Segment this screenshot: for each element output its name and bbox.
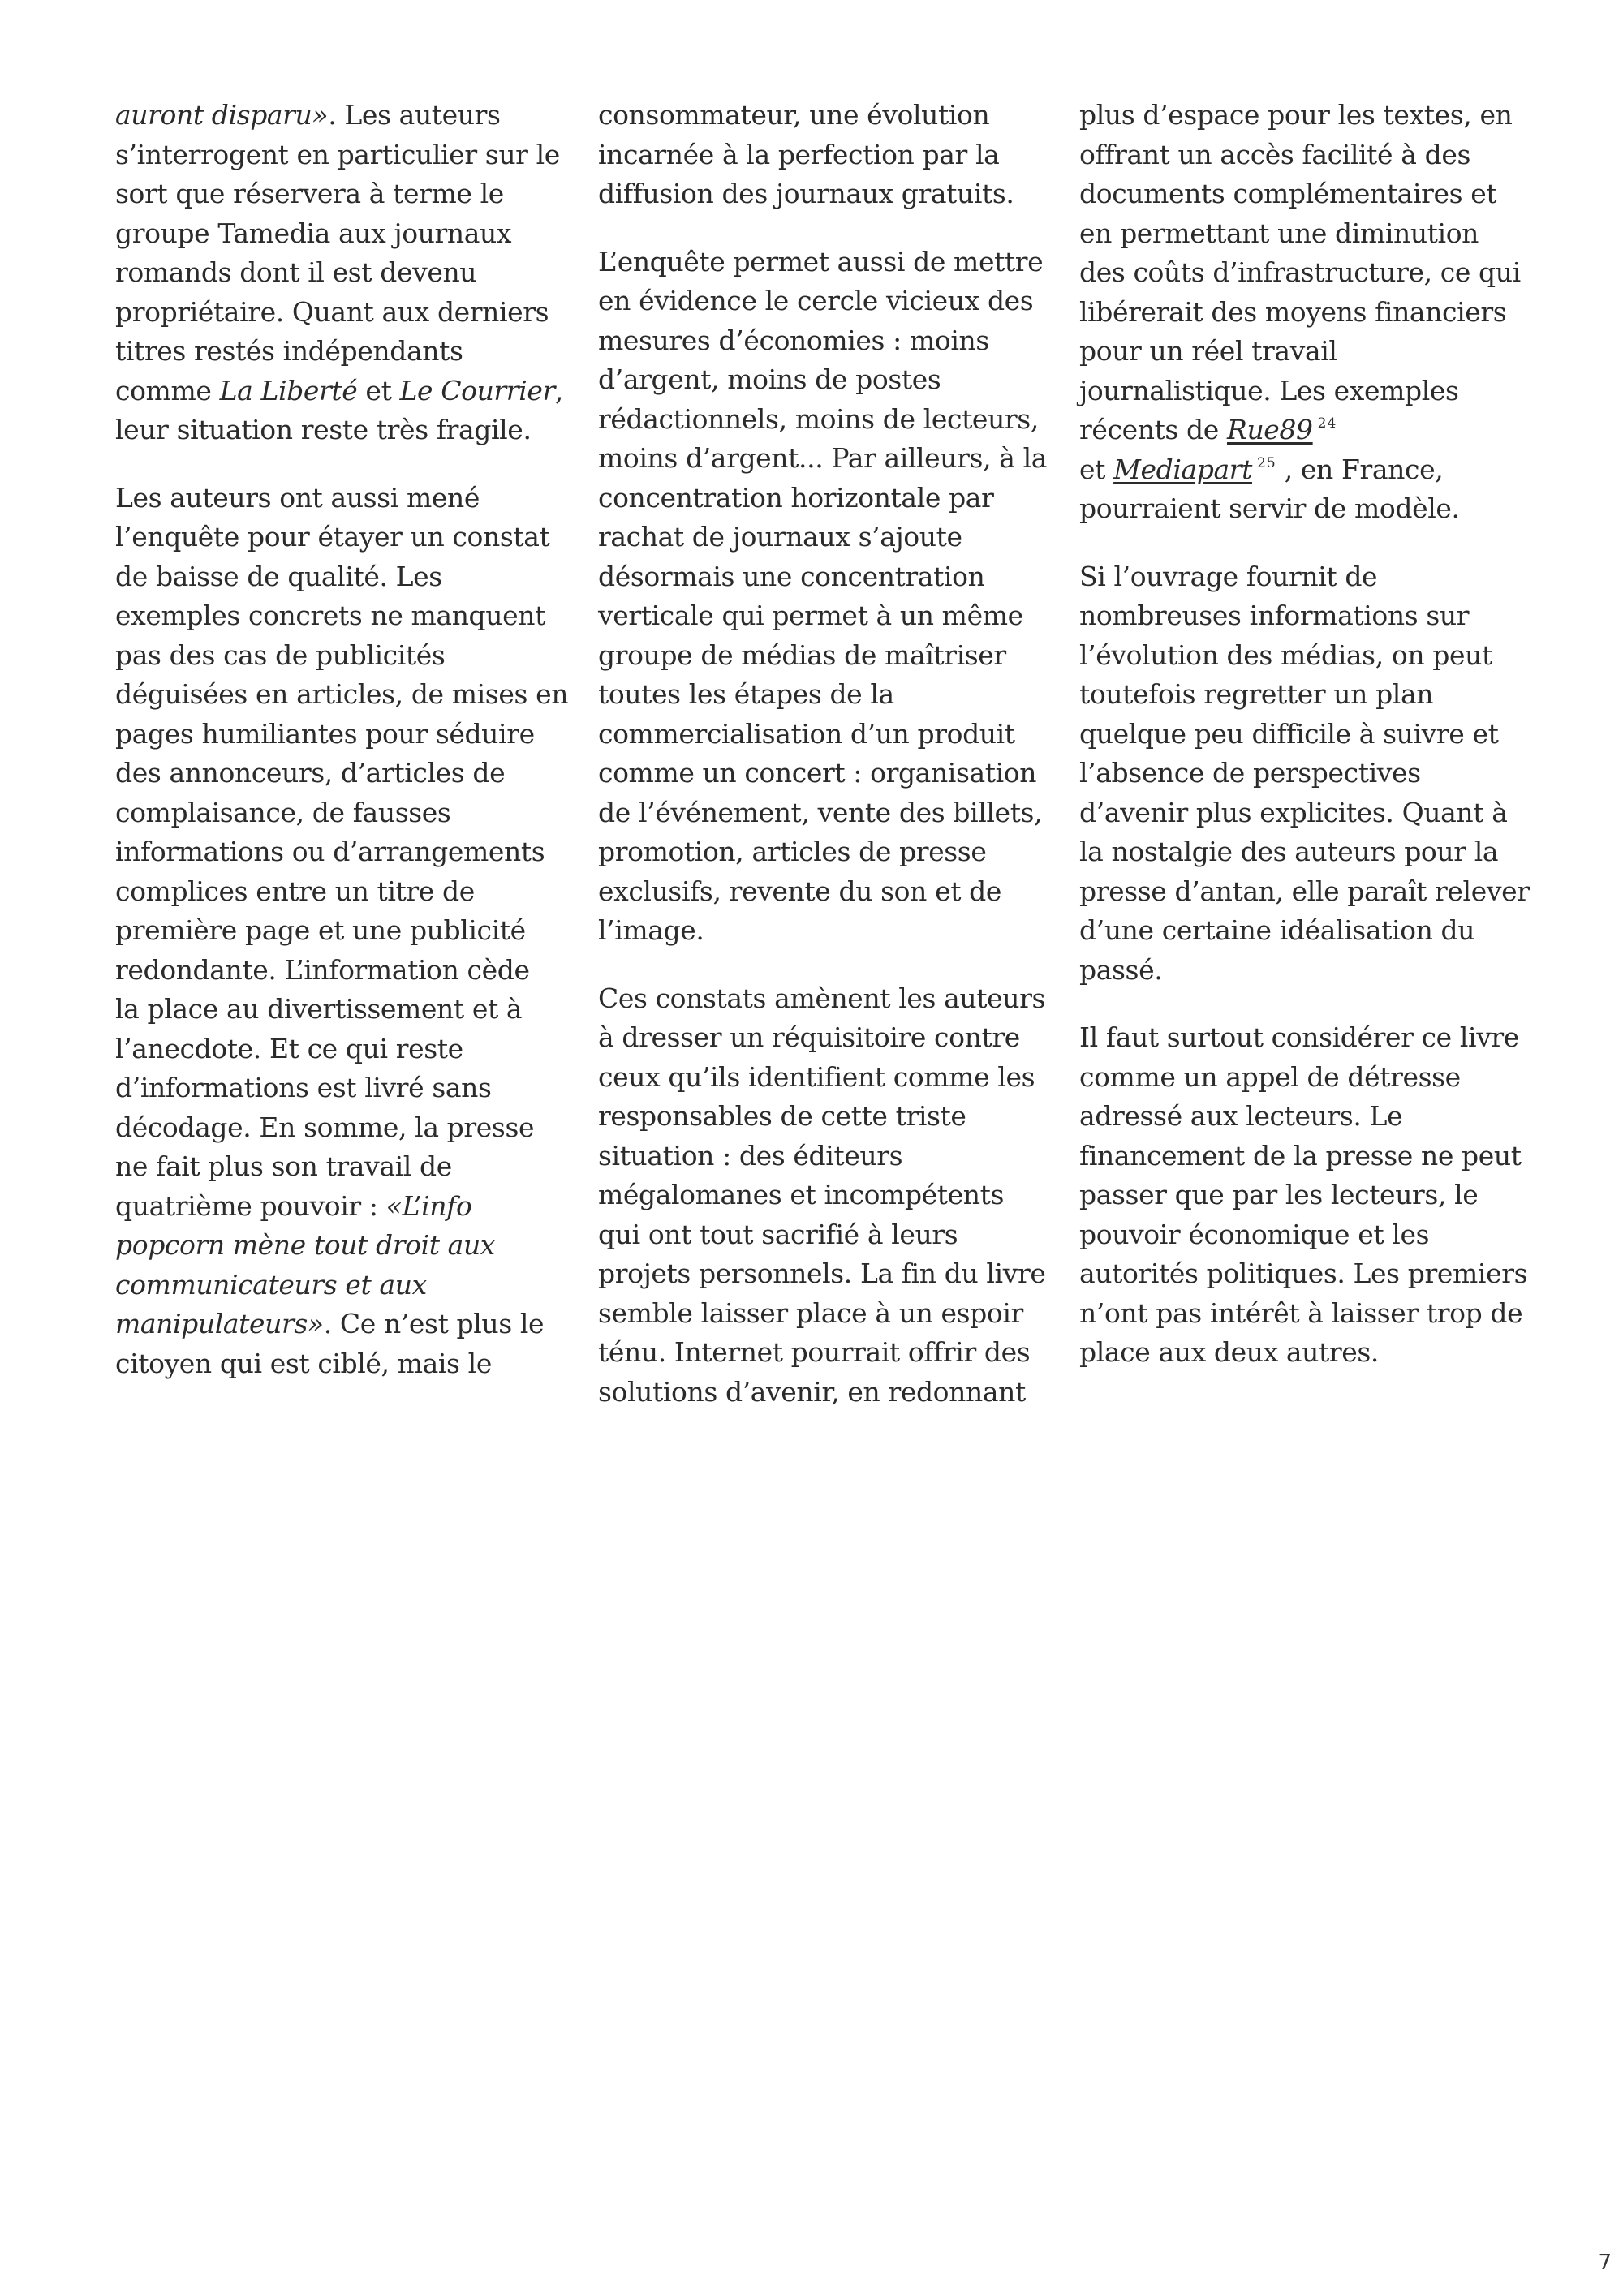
paragraph xyxy=(598,979,1044,1412)
text-line xyxy=(1079,1018,1526,1058)
text-run: de baisse de qualité. Les xyxy=(115,560,442,592)
text-line xyxy=(1079,715,1526,755)
footnote-reference-link[interactable]: Rue89 xyxy=(1227,414,1313,445)
text-line xyxy=(115,1030,570,1069)
text-run: promotion, articles de presse xyxy=(598,836,987,867)
text-column-3 xyxy=(1079,96,1530,1401)
text-line xyxy=(598,793,1044,833)
text-run: Ces constats amènent les auteurs xyxy=(598,982,1046,1014)
text-run: projets personnels. La fin du livre xyxy=(598,1258,1046,1289)
text-run: responsables de cette triste xyxy=(598,1100,966,1132)
text-run: quatrième pouvoir : xyxy=(115,1189,386,1222)
text-line xyxy=(598,754,1044,793)
text-line xyxy=(115,832,570,872)
text-line xyxy=(115,332,570,372)
text-line xyxy=(1079,1215,1526,1255)
paragraph xyxy=(115,96,570,450)
text-run: pas des cas de publicités xyxy=(115,638,446,671)
text-line xyxy=(598,479,1044,518)
text-run: quelque peu difficile à suivre et xyxy=(1079,717,1499,750)
text-line xyxy=(598,1215,1044,1255)
text-run: verticale qui permet à un même xyxy=(598,600,1023,631)
text-run: pouvoir économique et les xyxy=(1079,1218,1430,1250)
text-run: Il faut surtout considérer ce livre xyxy=(1079,1021,1519,1053)
text-line xyxy=(115,1266,570,1305)
text-run: l’enquête pour étayer un constat xyxy=(115,521,550,553)
text-run: ceux qu’ils identifient comme les xyxy=(598,1060,1035,1093)
text-line xyxy=(1079,372,1526,411)
text-line xyxy=(598,1176,1044,1215)
text-run: ne fait plus son travail de xyxy=(115,1150,452,1182)
text-line xyxy=(1079,1176,1526,1215)
text-line xyxy=(1079,872,1530,912)
text-run: financement de la presse ne peut xyxy=(1079,1139,1522,1172)
text-line xyxy=(598,596,1044,636)
text-run: journalistique. Les exemples xyxy=(1079,374,1459,406)
text-line xyxy=(598,1097,1044,1137)
text-run: en permettant une diminution xyxy=(1079,217,1479,249)
text-run: désormais une concentration xyxy=(598,560,985,592)
text-line xyxy=(115,557,570,597)
text-run: d’argent, moins de postes xyxy=(598,363,941,395)
text-line xyxy=(115,636,570,676)
text-run: situation : des éditeurs xyxy=(598,1139,903,1172)
text-line xyxy=(598,135,1044,175)
text-run: groupe Tamedia aux journaux xyxy=(115,217,512,249)
text-line xyxy=(598,400,1044,440)
text-run: offrant un accès facilité à des xyxy=(1079,138,1471,170)
text-line xyxy=(115,754,570,793)
text-line xyxy=(598,96,1044,135)
paragraph xyxy=(1079,96,1526,529)
text-run: complices entre un titre de xyxy=(115,875,475,907)
text-run: rédactionnels, moins de lecteurs, xyxy=(598,402,1039,435)
text-run: n’ont pas intérêt à laisser trop de xyxy=(1079,1296,1523,1329)
text-line xyxy=(1079,1333,1526,1373)
text-line xyxy=(115,214,570,254)
text-run: , en France, xyxy=(1276,453,1444,485)
text-line xyxy=(115,518,570,557)
text-line xyxy=(1079,174,1526,214)
text-run: l’anecdote. Et ce qui reste xyxy=(115,1032,463,1064)
paragraph xyxy=(598,243,1048,951)
text-run: qui ont tout sacrifié à leurs xyxy=(598,1218,958,1250)
text-line xyxy=(1079,135,1526,175)
text-run: d’informations est livré sans xyxy=(115,1072,492,1103)
paragraph xyxy=(598,96,1044,214)
text-run: adressé aux lecteurs. Le xyxy=(1079,1100,1403,1132)
text-run: toutes les étapes de la xyxy=(598,678,894,710)
text-line xyxy=(1079,1294,1526,1334)
text-run: s’interrogent en particulier sur le xyxy=(115,138,560,170)
text-line xyxy=(598,174,1044,214)
text-line xyxy=(115,1147,570,1187)
text-line xyxy=(115,96,570,135)
text-line xyxy=(1079,332,1526,372)
text-line xyxy=(1079,214,1526,254)
text-run: comme xyxy=(115,374,220,406)
text-line xyxy=(1079,636,1526,676)
text-run: L’enquête permet aussi de mettre xyxy=(598,245,1044,277)
text-line xyxy=(115,715,570,755)
text-line xyxy=(1079,253,1526,293)
text-run: plus d’espace pour les textes, en xyxy=(1079,99,1513,131)
italic-text: auront disparu» xyxy=(115,99,329,131)
text-run: déguisées en articles, de mises en xyxy=(115,678,569,710)
text-line xyxy=(1079,1097,1526,1137)
text-run: titres restés indépendants xyxy=(115,335,463,367)
text-line xyxy=(598,1373,1044,1412)
text-run: sort que réservera à terme le xyxy=(115,178,504,209)
text-line xyxy=(115,951,570,991)
text-line xyxy=(1079,832,1526,872)
text-run: d’avenir plus explicites. Quant à xyxy=(1079,796,1508,828)
text-run: . Les auteurs xyxy=(328,99,501,131)
text-run: autorités politiques. Les premiers xyxy=(1079,1258,1528,1289)
text-run: l’évolution des médias, on peut xyxy=(1079,638,1492,671)
text-line xyxy=(598,243,1044,282)
text-line xyxy=(1079,911,1526,951)
text-line xyxy=(115,1187,570,1227)
text-run: pourraient servir de modèle. xyxy=(1079,492,1460,524)
text-line xyxy=(598,557,1044,597)
text-column-2 xyxy=(598,96,1048,1440)
text-line xyxy=(598,1333,1044,1373)
text-run: en évidence le cercle vicieux des xyxy=(598,285,1034,316)
text-line xyxy=(1079,675,1526,715)
text-run: leur situation reste très fragile. xyxy=(115,414,532,445)
text-run: exemples concrets ne manquent xyxy=(115,600,545,631)
text-run: presse d’antan, elle paraît relever xyxy=(1079,875,1530,907)
text-run: et xyxy=(1079,453,1114,485)
text-run: place aux deux autres. xyxy=(1079,1336,1380,1368)
paragraph xyxy=(1079,1018,1526,1373)
text-run: l’image. xyxy=(598,914,704,946)
text-run: consommateur, une évolution xyxy=(598,99,990,131)
text-run: pages humiliantes pour séduire xyxy=(115,717,535,750)
text-run: diffusion des journaux gratuits. xyxy=(598,178,1014,209)
text-run: , xyxy=(554,374,563,406)
text-line xyxy=(1079,450,1526,490)
text-line xyxy=(598,715,1044,755)
paragraph xyxy=(115,479,570,1384)
text-run: semble laisser place à un espoir xyxy=(598,1296,1023,1329)
text-line xyxy=(115,293,570,333)
text-line xyxy=(598,1137,1044,1176)
italic-text: Le Courrier xyxy=(399,374,555,406)
text-run: concentration horizontale par xyxy=(598,481,994,514)
text-run: des annonceurs, d’articles de xyxy=(115,757,506,789)
text-line xyxy=(1079,1254,1526,1294)
text-run: nombreuses informations sur xyxy=(1079,600,1470,631)
text-line xyxy=(598,518,1044,557)
text-line xyxy=(598,675,1044,715)
italic-text: popcorn mène tout droit aux xyxy=(115,1229,496,1261)
text-run: pour un réel travail xyxy=(1079,335,1337,367)
text-line xyxy=(115,135,570,175)
text-line xyxy=(1079,411,1526,450)
text-run: Les auteurs ont aussi mené xyxy=(115,481,480,514)
text-line xyxy=(115,1226,570,1266)
text-run: documents complémentaires et xyxy=(1079,178,1497,209)
text-line xyxy=(598,1294,1044,1334)
text-line xyxy=(598,1058,1044,1098)
text-run: comme un concert : organisation xyxy=(598,757,1037,789)
text-run: récents de xyxy=(1079,414,1227,445)
text-run: solutions d’avenir, en redonnant xyxy=(598,1375,1026,1408)
italic-text: communicateurs et aux xyxy=(115,1268,427,1301)
text-line xyxy=(598,360,1044,400)
text-line xyxy=(598,439,1048,479)
text-run: propriétaire. Quant aux derniers xyxy=(115,295,549,328)
text-run: décodage. En somme, la presse xyxy=(115,1111,535,1143)
text-run: redondante. L’information cède xyxy=(115,953,530,986)
text-run: passer que par les lecteurs, le xyxy=(1079,1179,1479,1210)
text-run: libérerait des moyens financiers xyxy=(1079,295,1507,328)
text-line xyxy=(598,282,1044,321)
text-line xyxy=(1079,293,1526,333)
text-line xyxy=(1079,596,1526,636)
text-line xyxy=(115,253,570,293)
text-line xyxy=(598,872,1044,912)
text-run: ténu. Internet pourrait offrir des xyxy=(598,1336,1031,1368)
text-line xyxy=(1079,96,1526,135)
text-column-1 xyxy=(115,96,570,1412)
text-line xyxy=(115,372,570,411)
text-line xyxy=(115,174,570,214)
text-line xyxy=(115,1108,570,1148)
text-line xyxy=(1079,951,1526,991)
text-run: la nostalgie des auteurs pour la xyxy=(1079,836,1499,867)
text-line xyxy=(115,1068,570,1108)
text-run: exclusifs, revente du son et de xyxy=(598,875,1002,907)
text-run: et xyxy=(357,374,400,406)
text-run: informations ou d’arrangements xyxy=(115,836,545,867)
paragraph xyxy=(1079,557,1530,991)
text-run: moins d’argent... Par ailleurs, à la xyxy=(598,442,1048,474)
text-line xyxy=(598,321,1044,361)
text-run: commercialisation d’un produit xyxy=(598,717,1015,750)
text-run: d’une certaine idéalisation du xyxy=(1079,914,1475,946)
text-line xyxy=(598,636,1044,676)
text-line xyxy=(115,911,570,951)
text-line xyxy=(1079,1137,1526,1176)
footnote-reference-link[interactable]: Mediapart xyxy=(1113,453,1253,485)
text-line xyxy=(598,911,1044,951)
text-run: passé. xyxy=(1079,953,1163,986)
text-line xyxy=(1079,557,1526,597)
text-run: première page et une publicité xyxy=(115,914,526,946)
text-run: citoyen qui est ciblé, mais le xyxy=(115,1347,492,1379)
text-run: mégalomanes et incompétents xyxy=(598,1179,1005,1210)
italic-text: «L’info xyxy=(385,1189,472,1222)
page-number: 7 xyxy=(1598,2251,1612,2275)
text-run: l’absence de perspectives xyxy=(1079,757,1421,789)
text-run: rachat de journaux s’ajoute xyxy=(598,521,962,553)
text-line xyxy=(598,979,1044,1019)
text-run: complaisance, de fausses xyxy=(115,796,451,828)
text-line xyxy=(115,675,570,715)
text-run: comme un appel de détresse xyxy=(1079,1060,1461,1093)
text-line xyxy=(1079,1058,1526,1098)
text-run: incarnée à la perfection par la xyxy=(598,138,1000,170)
text-line xyxy=(1079,489,1526,529)
text-line xyxy=(1079,754,1526,793)
text-line xyxy=(115,596,570,636)
text-run: groupe de médias de maîtriser xyxy=(598,638,1006,671)
text-line xyxy=(115,990,570,1030)
text-run: toutefois regretter un plan xyxy=(1079,678,1434,710)
text-line xyxy=(115,411,570,450)
text-line xyxy=(1079,793,1526,833)
text-run: des coûts d’infrastructure, ce qui xyxy=(1079,256,1521,288)
text-line xyxy=(115,793,570,833)
footnote-number: 24 xyxy=(1317,415,1337,432)
text-run: à dresser un réquisitoire contre xyxy=(598,1021,1020,1053)
text-line xyxy=(115,1305,570,1344)
text-run: de l’événement, vente des billets, xyxy=(598,796,1043,828)
text-run: . Ce n’est plus le xyxy=(323,1308,545,1339)
text-line xyxy=(598,1254,1044,1294)
footnote-number: 25 xyxy=(1257,454,1276,471)
italic-text: manipulateurs» xyxy=(115,1308,324,1339)
text-line xyxy=(598,832,1044,872)
text-run: mesures d’économies : moins xyxy=(598,324,989,356)
text-run: romands dont il est devenu xyxy=(115,256,477,288)
text-line xyxy=(115,479,570,518)
text-line xyxy=(115,872,570,912)
text-run: Si l’ouvrage fournit de xyxy=(1079,560,1378,592)
text-run: la place au divertissement et à xyxy=(115,993,523,1025)
text-line xyxy=(598,1018,1044,1058)
italic-text: La Liberté xyxy=(219,374,358,406)
text-line xyxy=(115,1344,570,1384)
